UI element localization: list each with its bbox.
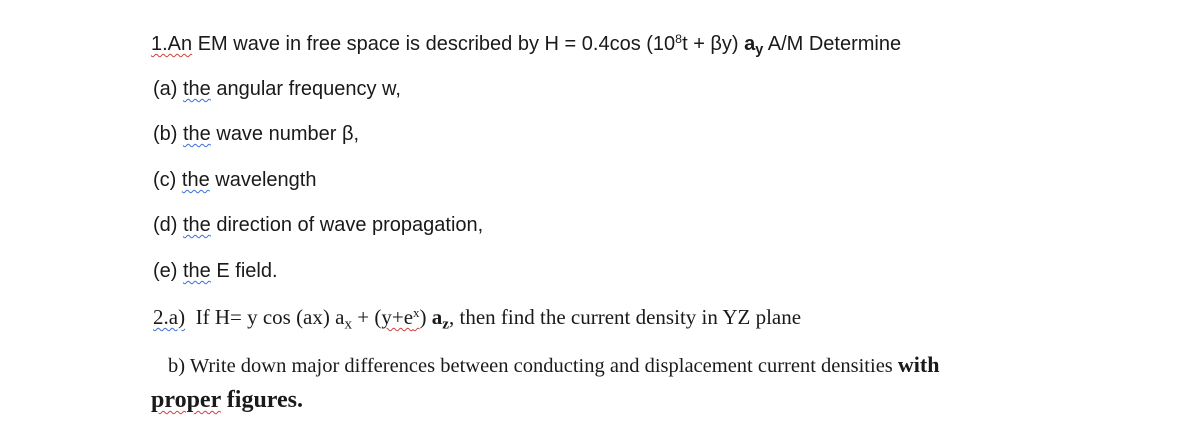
y-plus-e-text: y+e [381, 305, 414, 330]
question-2b [168, 352, 939, 378]
question-2b-text: b) Write down major differences between conducting and displacement current densities [168, 355, 898, 377]
question-2a-number: 2.a) [153, 305, 186, 330]
question-1-text-c: A/M Determine [763, 32, 902, 55]
item-d [153, 214, 483, 237]
item-text: wave number β, [210, 123, 360, 145]
item-label: (e) [153, 260, 183, 282]
item-the: the [183, 214, 211, 236]
item-label: (d) [153, 214, 183, 236]
question-1-text-b: t + βy) [682, 32, 745, 55]
item-label: (a) [153, 78, 183, 100]
item-text: wavelength [209, 169, 317, 191]
question-2b-continuation [151, 387, 303, 414]
subscript-x: x [344, 316, 353, 333]
item-the: the [181, 169, 210, 191]
unit-vector-a: a [744, 32, 756, 55]
item-text: E field. [210, 260, 278, 282]
question-2b-with: with [897, 352, 940, 377]
item-e [153, 260, 278, 283]
question-2a-text-2: + ( [352, 305, 382, 330]
item-text: direction of wave propagation, [210, 214, 484, 236]
question-2a-text-4: , then find the current density in YZ plane [449, 305, 802, 330]
question-2a [153, 305, 801, 334]
item-text: angular frequency w, [210, 78, 401, 100]
question-1-number: 1.An [151, 32, 193, 55]
y-plus-e-term [381, 305, 419, 329]
item-label: (c) [153, 169, 182, 191]
item-c [153, 169, 316, 192]
item-a [153, 78, 401, 101]
item-the: the [183, 78, 211, 100]
item-b [153, 123, 359, 146]
question-2a-text-3: ) [419, 305, 432, 330]
unit-vector-subscript: y [755, 42, 764, 59]
item-the: the [183, 123, 211, 145]
item-the: the [183, 260, 211, 282]
question-2a-text-1: If H= y cos (ax) a [185, 305, 345, 330]
unit-vector-az: a [431, 305, 443, 330]
subscript-z: z [442, 316, 450, 333]
question-2b-proper: proper [151, 387, 221, 413]
exponent: 8 [675, 32, 683, 46]
item-label: (b) [153, 123, 183, 145]
question-1-text-a: EM wave in free space is described by H = 0.4cos (10 [192, 32, 676, 55]
question-2b-figures: figures. [220, 387, 304, 413]
question-1 [151, 32, 901, 58]
exponent-x: x [413, 305, 420, 320]
